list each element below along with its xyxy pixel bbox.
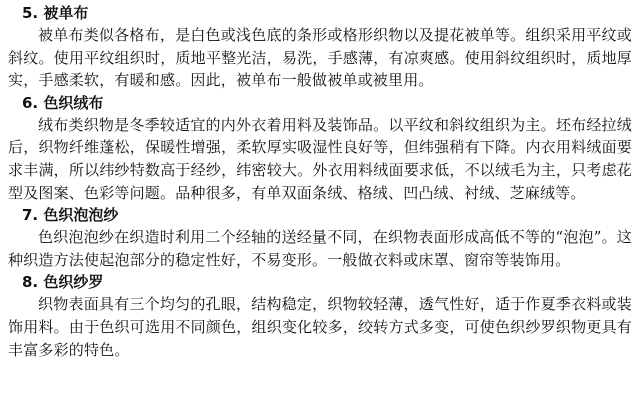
section-heading: 5. 被单布 — [22, 4, 89, 22]
section-body: 绒布类织物是冬季较适宜的内外衣着用料及装饰品。以平纹和斜纹组织为主。坯布经拉绒后，织物纤维蓬松，保暖性增强，柔软厚实吸湿性良好等，但纬强稍有下降。内衣用料绒面要求丰满，所以纬纱特数高于经纱，纬密较大。外衣用料绒面要求低，不以绒毛为主，只考虑花型及图案、色彩等问题。品种很多，有单双面条绒、格绒、凹凸绒、衬绒、芝麻绒等。 — [8, 115, 632, 202]
section-body: 织物表面具有三个均匀的孔眼，结构稳定，织物较轻薄，透气性好，适于作夏季衣料或装饰用料。由于色织可选用不同颜色，组织变化较多，绞转方式多变，可使色织纱罗织物更具有丰富多彩的特色。 — [8, 295, 632, 359]
section-yarn-dyed-leno — [8, 271, 632, 361]
section-yarn-dyed-flannel — [8, 92, 632, 204]
section-bed-sheet-cloth — [8, 2, 632, 92]
section-yarn-dyed-seersucker — [8, 204, 632, 271]
section-heading: 7. 色织泡泡纱 — [22, 206, 119, 225]
section-heading: 8. 色织纱罗 — [22, 273, 104, 292]
section-body: 色织泡泡纱在织造时利用二个经轴的送经量不同，在织物表面形成高低不等的“泡泡”。这种织造方法使起泡部分的稳定性好，不易变形。一般做衣料或床罩、窗帘等装饰用。 — [8, 228, 632, 269]
section-heading: 6. 色织绒布 — [22, 93, 104, 112]
section-body: 被单布类似各格布，是白色或浅色底的条形或格形织物以及提花被单等。组织采用平纹或斜纹。使用平纹组织时，质地平整光洁，易洗，手感薄，有凉爽感。使用斜纹组织时，质地厚实，手感柔软，有暖和感。因此，被单布一般做被单或被里用。 — [8, 26, 632, 90]
